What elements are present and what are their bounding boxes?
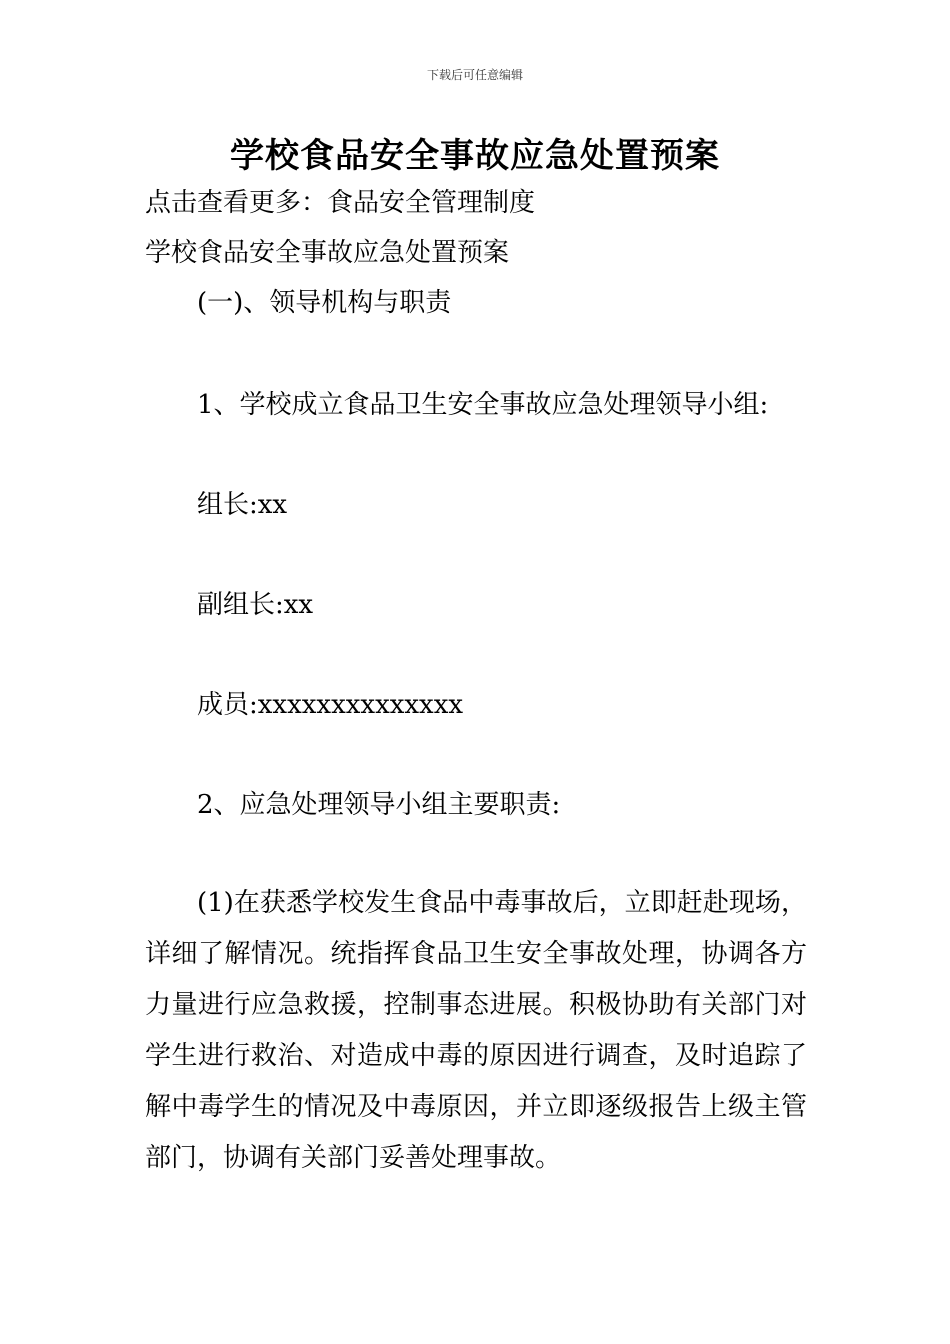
document-subtitle: 学校食品安全事故应急处置预案 xyxy=(145,238,510,268)
more-link[interactable]: 食品安全管理制度 xyxy=(327,188,536,218)
duty-paragraph-1: (1)在获悉学校发生食品中毒事故后，立即赶赴现场，详细了解情况。统指挥食品卫生安全事故处理，协调各方力量进行应急救援，控制事态进展。积极协助有关部门对学生进行救治、对造成中毒的原因进行调查，及时追踪了解中毒学生的情况及中毒原因，并立即逐级报告上级主管部门，协调有关部门妥善处理事故。 xyxy=(145,888,807,1173)
leader-line: 组长:xx xyxy=(197,490,288,520)
item-1: 1、学校成立食品卫生安全事故应急处理领导小组: xyxy=(197,390,769,420)
item-2: 2、应急处理领导小组主要职责: xyxy=(197,790,561,820)
more-link-line xyxy=(145,182,535,219)
document-title: 学校食品安全事故应急处置预案 xyxy=(230,136,720,176)
more-link-prefix: 点击查看更多： xyxy=(145,188,328,218)
members-line: 成员:xxxxxxxxxxxxxx xyxy=(197,690,464,720)
deputy-leader-line: 副组长:xx xyxy=(197,590,314,620)
header-note: 下载后可任意编辑 xyxy=(426,68,523,82)
section-heading: (一)、领导机构与职责 xyxy=(197,288,452,318)
